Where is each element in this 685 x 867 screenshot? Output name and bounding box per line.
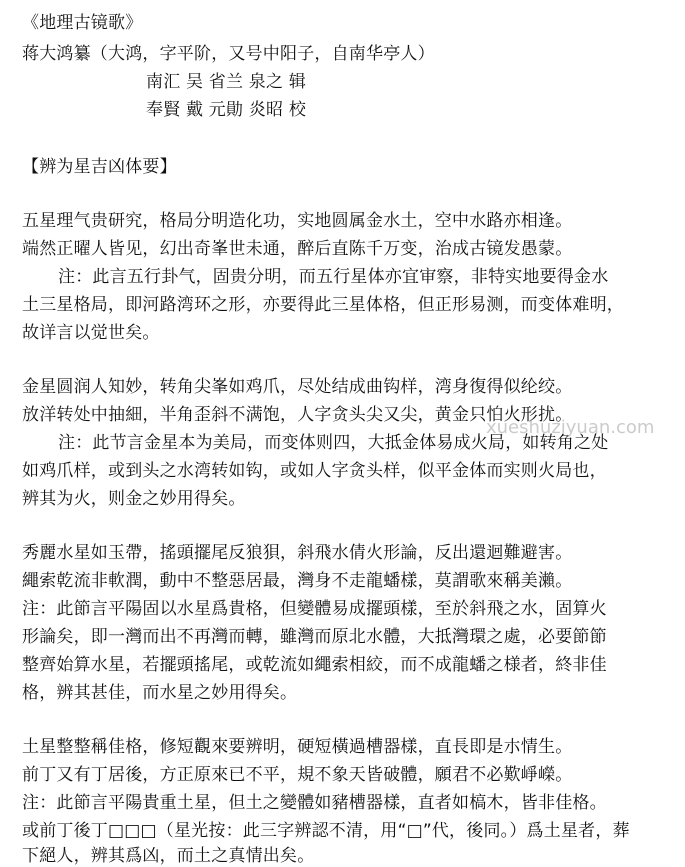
annotation-line: 土三星格局，即河路湾环之形，亦要得此三星体格，但正形易测，而变体难明， xyxy=(22,295,624,315)
paragraph-line: 土星整整稱佳格，修短觀來要辨明，硬短橫過槽器樣，直長即是朩情生。 xyxy=(22,737,573,757)
annotation-line: 如鸡爪样，或到头之水湾转如钩，或如人字贪头样，似平金体而实则火局也， xyxy=(22,461,607,481)
paragraph-line: 秀麗水星如玉帶，搖頭擺尾反狼狽，斜飛水倩火形論，反出還迴難避害。 xyxy=(22,543,573,563)
annotation-line: 形論矣，即一灣而出不再灣而轉，雖灣而原北水體，大抵灣環之處，必要節節 xyxy=(22,627,607,647)
annotation-line: 下絕人，辨其爲凶，而土之真情出矣。 xyxy=(22,846,315,866)
paragraph-line: 繩索乾流非軟潤，動中不整惡居最，灣身不走龍蟠樣，莫謂歌來稱美瀨。 xyxy=(22,571,573,591)
annotation-line: 注：此言五行卦气，固贵分明，而五行星体亦宜审察，非特实地要得金水 xyxy=(58,267,609,287)
annotation-line: 整齊始算水星，若擺頭搖尾，或乾流如繩索相絞，而不成龍蟠之様者，終非佳 xyxy=(22,655,607,675)
annotation-line: 注：此節言平陽貴重土星，但土之變體如豬槽器樣，直者如槁木，皆非佳格。 xyxy=(22,793,607,813)
section-heading: 【辨为星吉凶体要】 xyxy=(22,157,177,177)
editors-line: 南汇 吴 省兰 泉之 辑 xyxy=(146,72,307,92)
annotation-line: 故详言以觉世矣。 xyxy=(22,323,160,343)
document-title: 《地理古镜歌》 xyxy=(22,13,143,33)
paragraph-line: 放洋转处中抽細，半角歪斜不满饱，人字贪头尖又尖，黄金只怕火形扰。 xyxy=(22,405,573,425)
annotation-line: 注：此節言平陽固以水星爲貴格，但變體易成擺頭樣，至於斜飛之水，固算火 xyxy=(22,599,607,619)
annotation-line: 格，辨其甚佳，而水星之妙用得矣。 xyxy=(22,683,298,703)
paragraph-line: 五星理气贵研究，格局分明造化功，实地圆属金水土，空中水路亦相逢。 xyxy=(22,211,573,231)
paragraph-line: 前丁又有丁居後，方正原來已不平，規不象天皆破體，願君不必歎崢嶸。 xyxy=(22,765,573,785)
paragraph-line: 金星圆润人知妙，转角尖峯如鸡爪，尽处结成曲钩样，湾身復得似纶绞。 xyxy=(22,377,573,397)
annotation-line: 注：此节言金星本为美局，而变体则四，大抵金体易成火局，如转角之处 xyxy=(58,433,609,453)
annotation-line: 或前丁後丁□□□（星光按：此三字辨認不清，用“□”代，後同。）爲土星者，葬 xyxy=(22,821,630,841)
watermark-text: xueshuziyuan.com xyxy=(486,417,655,438)
proofreaders-line: 奉賢 戴 元勛 炎昭 校 xyxy=(146,100,307,120)
paragraph-line: 端然正曜人皆见，幻出奇峯世未通，醉后直陈千万变，治成古镜发愚蒙。 xyxy=(22,239,573,259)
annotation-line: 辨其为火，则金之妙用得矣。 xyxy=(22,489,246,509)
author-line: 蒋大鸿纂（大鸿，字平阶，又号中阳子，自南华亭人） xyxy=(22,44,435,64)
